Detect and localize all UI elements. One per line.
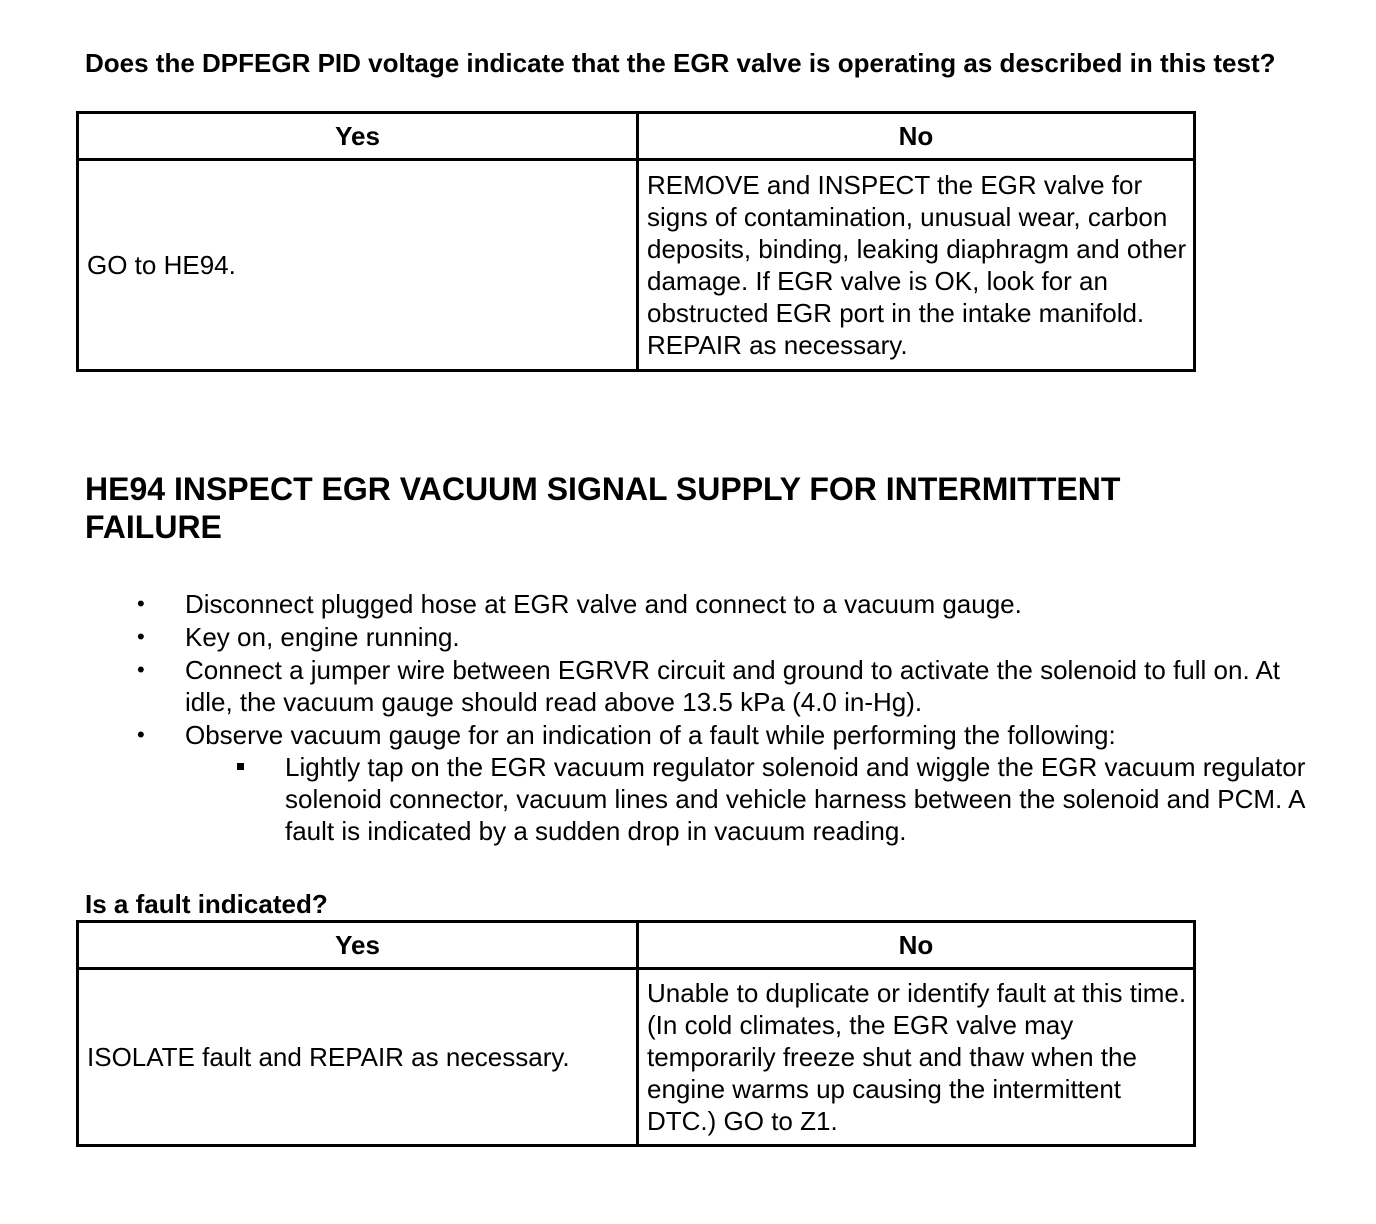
no-header: No bbox=[638, 922, 1195, 969]
table-row bbox=[78, 969, 1195, 1146]
yes-header: Yes bbox=[78, 922, 638, 969]
sub-step-list bbox=[185, 751, 1325, 847]
step-text: Key on, engine running. bbox=[185, 622, 460, 652]
yes-action: ISOLATE fault and REPAIR as necessary. bbox=[78, 969, 638, 1146]
list-item bbox=[85, 588, 1325, 620]
no-header: No bbox=[638, 113, 1195, 160]
section2-decision-table bbox=[76, 920, 1196, 1147]
section1-question: Does the DPFEGR PID voltage indicate that the EGR valve is operating as described in this test? bbox=[85, 48, 1276, 78]
bullet-icon: • bbox=[137, 624, 145, 649]
sub-step-text: Lightly tap on the EGR vacuum regulator solenoid and wiggle the EGR vacuum regulator solenoid connector, vacuum lines and vehicle harness between the solenoid and PCM. A fault is indicated by a sudden drop in vacuum reading. bbox=[285, 752, 1306, 846]
no-action: Unable to duplicate or identify fault at this time. (In cold climates, the EGR valve may temporarily freeze shut and thaw when the engine warms up causing the intermittent DTC.) GO to Z1. bbox=[638, 969, 1195, 1146]
table-header-row bbox=[78, 922, 1195, 969]
section-title: HE94 INSPECT EGR VACUUM SIGNAL SUPPLY FOR INTERMITTENT FAILURE bbox=[85, 471, 1121, 545]
table-header-row bbox=[78, 113, 1195, 160]
step-text: Observe vacuum gauge for an indication of a fault while performing the following: bbox=[185, 720, 1116, 750]
list-item bbox=[85, 621, 1325, 653]
step-text: Disconnect plugged hose at EGR valve and connect to a vacuum gauge. bbox=[185, 589, 1022, 619]
bullet-icon: • bbox=[137, 657, 145, 682]
square-bullet-icon bbox=[237, 763, 244, 770]
bullet-icon: • bbox=[137, 591, 145, 616]
list-item bbox=[85, 654, 1325, 718]
yes-header: Yes bbox=[78, 113, 638, 160]
step-list bbox=[85, 588, 1325, 848]
bullet-icon: • bbox=[137, 722, 145, 747]
section2-question: Is a fault indicated? bbox=[85, 889, 328, 919]
step-text: Connect a jumper wire between EGRVR circuit and ground to activate the solenoid to full on. At idle, the vacuum gauge should read above 13.5 kPa (4.0 in-Hg). bbox=[185, 655, 1281, 717]
section1-decision-table bbox=[76, 111, 1196, 372]
list-item bbox=[85, 719, 1325, 847]
no-action: REMOVE and INSPECT the EGR valve for signs of contamination, unusual wear, carbon deposits, binding, leaking diaphragm and other damage. If EGR valve is OK, look for an obstructed EGR port in the intake manifold. REPAIR as necessary. bbox=[638, 160, 1195, 371]
table-row bbox=[78, 160, 1195, 371]
yes-action: GO to HE94. bbox=[78, 160, 638, 371]
sub-list-item bbox=[185, 751, 1325, 847]
